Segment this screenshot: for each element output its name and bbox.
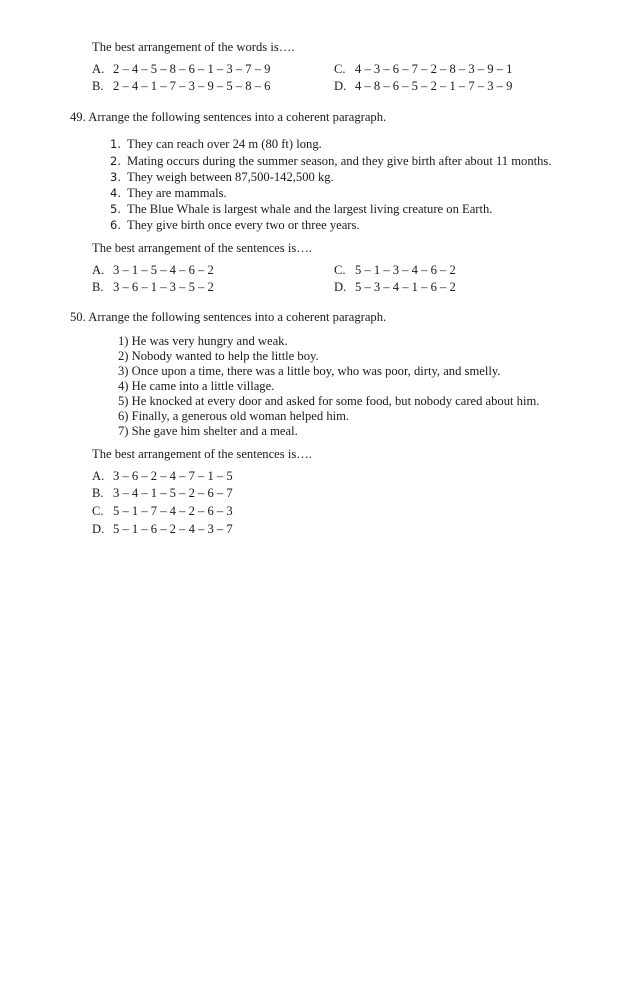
q50-sentence-7: 7) She gave him shelter and a meal. (118, 424, 298, 438)
q49-stem: The best arrangement of the sentences is…. (92, 241, 312, 255)
q49-sentence-6 (110, 218, 360, 233)
option-text: 3 – 6 – 1 – 3 – 5 – 2 (113, 280, 214, 294)
option-letter: A. (92, 62, 105, 76)
q48-option-d (334, 79, 512, 94)
question-number: 50. (70, 310, 86, 324)
option-text: 5 – 1 – 3 – 4 – 6 – 2 (355, 263, 456, 277)
q50-sentence-5: 5) He knocked at every door and asked for some food, but nobody cared about him. (118, 394, 540, 408)
option-letter: A. (92, 469, 105, 483)
sentence-text: They are mammals. (127, 186, 227, 200)
q50-option-d (92, 522, 233, 537)
sentence-text: They weigh between 87,500-142,500 kg. (127, 170, 334, 184)
sentence-number: 4. (110, 186, 121, 200)
q50-sentence-3: 3) Once upon a time, there was a little boy, who was poor, dirty, and smelly. (118, 364, 501, 378)
q50-sentence-1: 1) He was very hungry and weak. (118, 334, 288, 348)
sentence-text: Mating occurs during the summer season, and they give birth after about 11 months. (127, 154, 552, 168)
option-text: 3 – 6 – 2 – 4 – 7 – 1 – 5 (113, 469, 233, 483)
q49-sentence-1 (110, 137, 322, 152)
sentence-text: The Blue Whale is largest whale and the largest living creature on Earth. (127, 202, 493, 216)
option-text: 4 – 3 – 6 – 7 – 2 – 8 – 3 – 9 – 1 (355, 62, 513, 76)
q48-stem: The best arrangement of the words is…. (92, 40, 295, 54)
q50-sentence-4: 4) He came into a little village. (118, 379, 275, 393)
option-text: 3 – 4 – 1 – 5 – 2 – 6 – 7 (113, 486, 233, 500)
q48-option-a (92, 62, 270, 77)
option-letter: D. (334, 280, 347, 294)
option-letter: C. (92, 504, 104, 518)
q50-header (70, 310, 386, 325)
option-text: 5 – 1 – 6 – 2 – 4 – 3 – 7 (113, 522, 233, 536)
option-text: 5 – 1 – 7 – 4 – 2 – 6 – 3 (113, 504, 233, 518)
q50-sentence-6: 6) Finally, a generous old woman helped him. (118, 409, 350, 423)
q50-sentence-2: 2) Nobody wanted to help the little boy. (118, 349, 319, 363)
q50-option-b (92, 486, 233, 501)
q50-option-a (92, 469, 233, 484)
q49-option-d (334, 280, 456, 295)
option-text: 2 – 4 – 1 – 7 – 3 – 9 – 5 – 8 – 6 (113, 79, 271, 93)
sentence-text: They can reach over 24 m (80 ft) long. (127, 137, 322, 151)
sentence-number: 1. (110, 137, 121, 151)
option-letter: B. (92, 280, 104, 294)
option-letter: C. (334, 263, 346, 277)
option-letter: D. (92, 522, 105, 536)
q49-sentence-2 (110, 154, 551, 169)
option-letter: D. (334, 79, 347, 93)
option-letter: C. (334, 62, 346, 76)
option-letter: B. (92, 486, 104, 500)
q49-sentence-5 (110, 202, 492, 217)
sentence-text: They give birth once every two or three years. (127, 218, 360, 232)
q50-stem: The best arrangement of the sentences is…. (92, 447, 312, 461)
sentence-number: 3. (110, 170, 121, 184)
q49-header (70, 110, 386, 125)
q48-option-c (334, 62, 512, 77)
question-prompt: Arrange the following sentences into a coherent paragraph. (88, 110, 387, 124)
option-letter: B. (92, 79, 104, 93)
option-text: 5 – 3 – 4 – 1 – 6 – 2 (355, 280, 456, 294)
q48-option-b (92, 79, 270, 94)
q49-option-c (334, 263, 456, 278)
sentence-number: 5. (110, 202, 121, 216)
sentence-number: 6. (110, 218, 121, 232)
question-prompt: Arrange the following sentences into a coherent paragraph. (88, 310, 387, 324)
option-letter: A. (92, 263, 105, 277)
question-number: 49. (70, 110, 86, 124)
option-text: 4 – 8 – 6 – 5 – 2 – 1 – 7 – 3 – 9 (355, 79, 513, 93)
option-text: 3 – 1 – 5 – 4 – 6 – 2 (113, 263, 214, 277)
sentence-number: 2. (110, 154, 121, 168)
q49-option-a (92, 263, 214, 278)
q50-option-c (92, 504, 233, 519)
q49-sentence-4 (110, 186, 227, 201)
option-text: 2 – 4 – 5 – 8 – 6 – 1 – 3 – 7 – 9 (113, 62, 271, 76)
q49-option-b (92, 280, 214, 295)
q49-sentence-3 (110, 170, 334, 185)
